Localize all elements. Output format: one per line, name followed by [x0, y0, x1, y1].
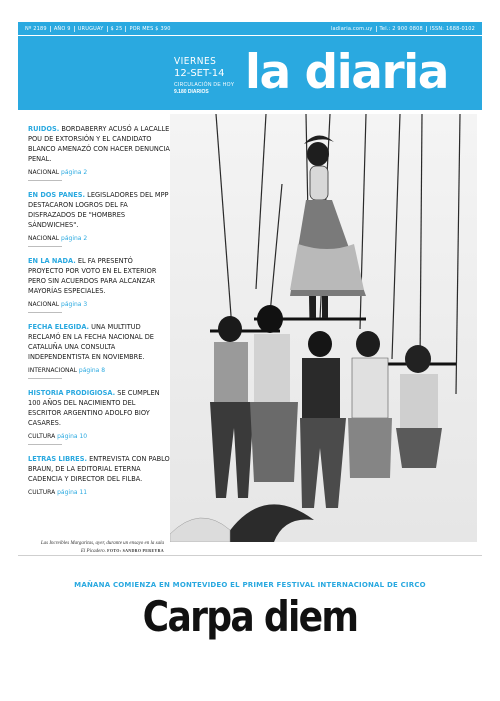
page-ref: página 11 — [57, 489, 88, 496]
brief-kicker: RUIDOS. — [28, 125, 60, 133]
brief-section — [28, 367, 170, 374]
photo-credit: FOTO: SANDRO PEREYRA — [107, 548, 164, 553]
caption-text-end: El Picadero. — [80, 549, 106, 554]
brief-section — [28, 433, 170, 440]
section-name: CULTURA — [28, 489, 56, 496]
front-page — [18, 22, 482, 682]
year-number: AÑO 9 — [51, 26, 75, 32]
page-ref: página 2 — [61, 235, 88, 242]
brief-story[interactable] — [28, 256, 170, 308]
page-ref: página 3 — [61, 301, 88, 308]
brief-section — [28, 489, 170, 496]
brief-section — [28, 235, 170, 242]
brief-body: LEGISLADORES DEL MPP DESTACARON LOGROS DEL FA DISFRAZADOS DE "HOMBRES SÁNDWICHES". — [28, 191, 169, 229]
brief-body: SE CUMPLEN 100 AÑOS DEL NACIMIENTO DEL ESCRITOR ARGENTINO ADOLFO BIOY CASARES. — [28, 389, 160, 427]
info-strip-right — [328, 26, 478, 32]
masthead — [18, 36, 482, 110]
brief-kicker: HISTORIA PRODIGIOSA. — [28, 389, 116, 397]
brief-story[interactable] — [28, 454, 170, 496]
page-ref: página 2 — [61, 169, 88, 176]
website[interactable]: ladiaria.com.uy — [328, 26, 377, 32]
brief-body: ENTREVISTA CON PABLO BRAUN, DE LA EDITORIAL ETERNA CADENCIA Y DIRECTOR DEL FILBA. — [28, 455, 170, 483]
section-name: CULTURA — [28, 433, 56, 440]
newspaper-logo: la diaria — [244, 45, 448, 100]
lead-headline[interactable]: Carpa diem — [142, 592, 358, 641]
section-name: NACIONAL — [28, 169, 60, 176]
subscription-price: POR MES $ 390 — [129, 25, 171, 32]
brief-text — [28, 454, 170, 484]
brief-story[interactable] — [28, 124, 170, 176]
brief-text — [28, 388, 170, 428]
section-name: NACIONAL — [28, 301, 60, 308]
brief-body: BORDABERRY ACUSÓ A LACALLE POU DE EXTORSIÓN Y EL CANDIDATO BLANCO AMENAZÓ CON HACER DENUNCIA PENAL. — [28, 125, 170, 163]
brief-body: EL FA PRESENTÓ PROYECTO POR VOTO EN EL EXTERIOR PERO SIN ACUERDOS PARA ALCANZAR MAYORÍAS ESPECIALES. — [28, 257, 157, 295]
issue-number: Nº 2189 — [22, 26, 51, 32]
brief-divider — [28, 312, 62, 313]
info-strip-left — [22, 26, 174, 32]
brief-section — [28, 169, 170, 176]
brief-body: UNA MULTITUD RECLAMÓ EN LA FECHA NACIONAL DE CATALUÑA UNA CONSULTA INDEPENDENTISTA EN NOVIEMBRE. — [28, 323, 154, 361]
edition-day: VIERNES — [174, 56, 217, 67]
brief-kicker: FECHA ELEGIDA. — [28, 323, 90, 331]
lead-kicker: MAÑANA COMIENZA EN MONTEVIDEO EL PRIMER FESTIVAL INTERNACIONAL DE CIRCO — [74, 581, 426, 589]
section-name: INTERNACIONAL — [28, 367, 77, 374]
circus-performers-illustration — [170, 114, 477, 542]
info-strip — [18, 22, 482, 35]
brief-section — [28, 301, 170, 308]
circulation-value: 9.180 DIARIOS — [174, 89, 209, 95]
circulation-label: CIRCULACIÓN DE HOY — [174, 82, 235, 88]
brief-story[interactable] — [28, 190, 170, 242]
page-ref: página 10 — [57, 433, 88, 440]
lead-photo[interactable] — [170, 114, 477, 542]
section-name: NACIONAL — [28, 235, 60, 242]
photo-caption — [18, 540, 170, 555]
brief-text — [28, 256, 170, 296]
page-ref: página 8 — [78, 367, 106, 374]
edition-info — [174, 56, 234, 95]
issn: ISSN: 1688-0102 — [429, 25, 475, 32]
brief-text — [28, 190, 170, 230]
brief-divider — [28, 378, 62, 379]
brief-kicker: EN LA NADA. — [28, 257, 76, 265]
phone: Tel.: 2 900 0808 — [377, 26, 427, 32]
country: URUGUAY — [75, 26, 108, 32]
brief-kicker: LETRAS LIBRES. — [28, 455, 87, 463]
brief-divider — [28, 246, 62, 247]
brief-text — [28, 124, 170, 164]
brief-kicker: EN DOS PANES. — [28, 191, 86, 199]
brief-story[interactable] — [28, 388, 170, 440]
brief-text — [28, 322, 170, 362]
price: $ 25 — [108, 26, 127, 32]
section-divider — [18, 555, 482, 556]
brief-divider — [28, 444, 62, 445]
caption-text: Las Increíbles Margaritas, ayer, durante un ensayo en la sala — [40, 541, 164, 546]
edition-date: 12-SET-14 — [174, 68, 225, 79]
brief-divider — [28, 180, 62, 181]
brief-story[interactable] — [28, 322, 170, 374]
